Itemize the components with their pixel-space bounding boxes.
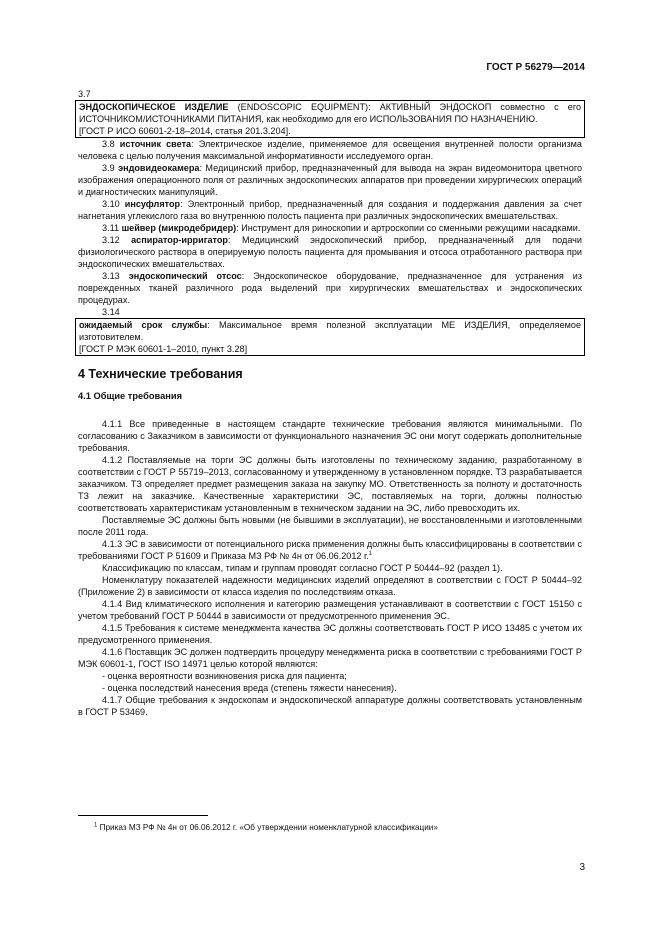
bullet-risk-probability: - оценка вероятности возникновения риска для пациента; [102, 671, 347, 681]
term-3-7-reference: [ГОСТ Р ИСО 60601-2-18–2014, статья 201.3.204]. [79, 126, 291, 136]
para-4-1-6: 4.1.6 Поставщик ЭС должен подтвердить процедуру менеджмента риска в соответствии с требованиями ГОСТ Р МЭК 60601-1, ГОСТ ISO 14971 целью которой являются: [78, 647, 582, 669]
term-3-8: 3.8 источник света: Электрическое изделие, применяемое для освещения внутренней полости организма человека с целью получения максимальной информативности исследуемого орган. [78, 139, 582, 161]
term-3-12: 3.12 аспиратор-ирригатор: Медицинский эндоскопический прибор, предназначенный для подачи физиологического раствора в оперируемую полость пациента для промывания и отсоса отработанного раствора при эндоскопических вмешательствах. [78, 235, 582, 269]
para-4-1-1: 4.1.1 Все приведенные в настоящем стандарте технические требования являются минимальными. По согласованию с Заказчиком в зависимости от функционального назначения ЭС они могут содержать дополнительные требования. [78, 419, 582, 453]
term-3-14-box [75, 318, 585, 356]
term-3-7-definition: (ENDOSCOPIC EQUIPMENT): АКТИВНЫЙ ЭНДОСКОП совместно с его ИСТОЧНИКОМ/ИСТОЧНИКАМИ ПИТАНИЯ, как необходимо для его ИСПОЛЬЗОВАНИЯ ПО НАЗНАЧЕНИЮ. [79, 102, 581, 124]
standard-code: ГОСТ Р 56279—2014 [486, 62, 585, 73]
para-new-es: Поставляемые ЭС должны быть новыми (не бывшими в эксплуатации), не восстановленными и изготовленными после 2011 года. [78, 515, 582, 537]
bullet-harm-consequences: - оценка последствий нанесения вреда (степень тяжести нанесения). [102, 683, 397, 693]
para-reliability: Номенклатуру показателей надежности медицинских изделий определяют в соответствии с ГОСТ Р 50444–92 (Приложение 2) в зависимости от класса изделия по последствиям отказа. [78, 575, 582, 597]
para-4-1-5: 4.1.5 Требования к системе менеджмента качества ЭС должны соответствовать ГОСТ Р ИСО 13485 с учетом их предусмотренного применения. [78, 623, 582, 645]
term-3-14-title: ожидаемый срок службы [79, 320, 208, 330]
term-3-7-number: 3.7 [78, 89, 91, 99]
term-3-14-definition: : Максимальное время полезной эксплуатации МЕ ИЗДЕЛИЯ, определяемое изготовителем. [79, 320, 581, 342]
section-4-title: 4 Технические требования [78, 367, 243, 381]
para-4-1-7: 4.1.7 Общие требования к эндоскопам и эндоскопической аппаратуре должны соответствовать установленным в ГОСТ Р 53469. [78, 695, 582, 717]
term-3-13: 3.13 эндоскопический отсос: Эндоскопическое оборудование, предназначенное для устранения из поврежденных тканей различного рода выделений при хирургических вмешательствах и эндоскопических процедурах. [78, 271, 582, 305]
term-3-10: 3.10 инсуфлятор: Электронный прибор, предназначенный для создания и поддержания давления за счет нагнетания углекислого газа во внутреннюю полость пациента при различных эндоскопических вмешательствах. [78, 199, 582, 221]
para-4-1-2: 4.1.2 Поставляемые на торги ЭС должны быть изготовлены по техническому заданию, разработанному в соответствии с ГОСТ Р 55719–2013, согласованному и утвержденному в установленном порядке. ТЗ разрабатывается заказчиком. ТЗ определяет предмет размещения заказа на закупку МО. Ответственность за полноту и достаточность ТЗ лежит на заказчике. Качественные характеристики ЭС, поставляемых на торги, должны полностью соответствовать характеристикам установленным в техническом задании на ЭС, либо превосходить их. [78, 455, 582, 513]
term-3-14-reference: [ГОСТ Р МЭК 60601-1–2010, пункт 3.28] [79, 344, 248, 354]
page-number: 3 [579, 862, 585, 873]
para-classification: Классификацию по классам, типам и группам проводят согласно ГОСТ Р 50444–92 (раздел 1). [102, 563, 503, 573]
document-body [78, 88, 582, 718]
para-4-1-3: 4.1.3 ЭС в зависимости от потенциального риска применения должны быть классифицированы в соответствии с требованиями ГОСТ Р 51609 и Приказа МЗ РФ № 4н от 06.06.2012 г.$^1$ [78, 539, 582, 561]
term-3-9: 3.9 эндовидеокамера: Медицинский прибор, предназначенный для вывода на экран видеомонитора цветного изображения операционного поля от различных эндоскопических аппаратов при проведении хирургических операций и диагностических манипуляций. [78, 163, 582, 197]
term-3-7-title: ЭНДОСКОПИЧЕСКОЕ ИЗДЕЛИЕ [79, 102, 229, 112]
section-4-1-title: 4.1 Общие требования [78, 391, 183, 401]
term-3-14-number: 3.14 [102, 307, 120, 317]
footnote-divider [78, 815, 208, 816]
term-3-7-box [75, 100, 585, 138]
footnote-ref: 1 [368, 550, 373, 557]
term-3-11: 3.11 шейвер (микродебридер): Инструмент для риноскопии и артроскопии со сменными режущими насадками. [102, 223, 581, 233]
footnote: $^1$ Приказ МЗ РФ № 4н от 06.06.2012 г. «Об утверждении номенклатурной классификации» [94, 822, 438, 832]
para-4-1-4: 4.1.4 Вид климатического исполнения и категорию размещения устанавливают в соответствии с ГОСТ 15150 с учетом требований ГОСТ Р 50444 в зависимости от предусмотренного применения ЭС. [78, 599, 582, 621]
